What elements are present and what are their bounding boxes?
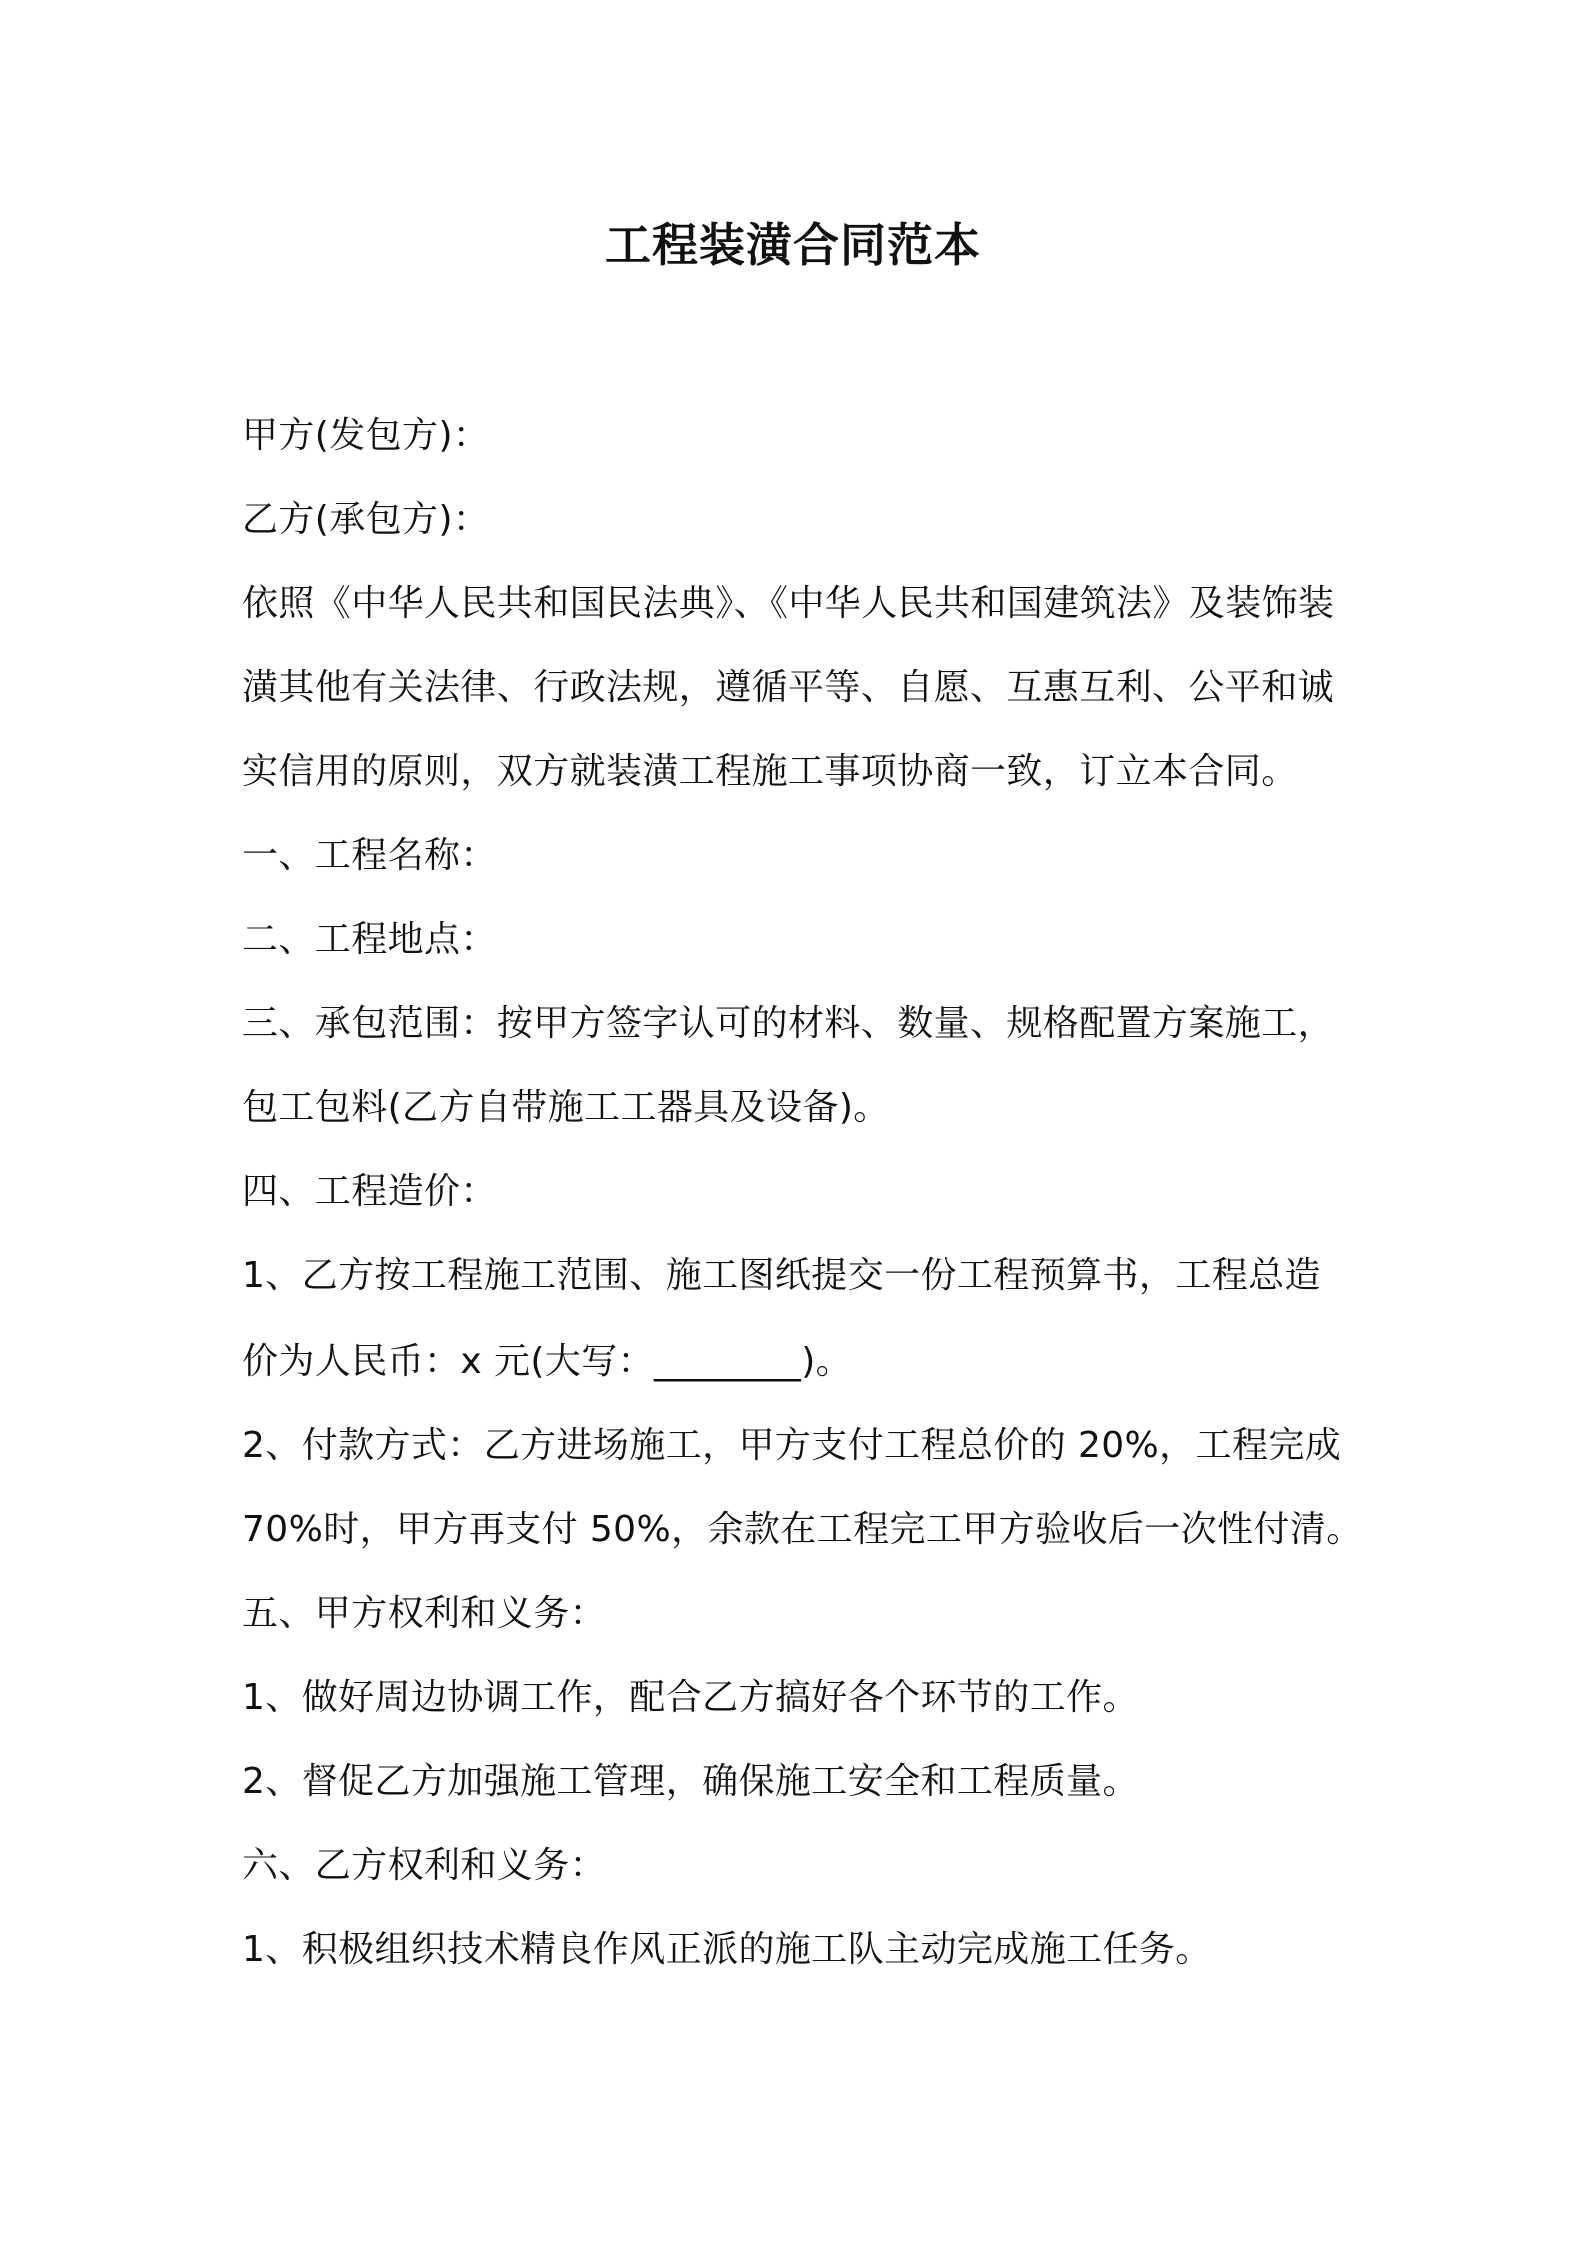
section-5-party-a-rights: 五、甲方权利和义务： (242, 1593, 607, 1634)
section-6-party-b-rights: 六、乙方权利和义务： (242, 1845, 607, 1886)
cost-item-1-line-2: 价为人民币：x 元(大写：________)。 (242, 1341, 853, 1382)
document-title: 工程装潢合同范本 (605, 218, 981, 272)
section-1-project-name: 一、工程名称： (242, 835, 497, 876)
preamble-line-2: 潢其他有关法律、行政法规，遵循平等、自愿、互惠互利、公平和诚 (242, 667, 1335, 708)
section-4-project-cost: 四、工程造价： (242, 1171, 497, 1212)
preamble-line-3: 实信用的原则，双方就装潢工程施工事项协商一致，订立本合同。 (242, 751, 1298, 792)
section-3-scope-line-2: 包工包料(乙方自带施工工器具及设备)。 (242, 1087, 890, 1128)
party-b-duty-1: 1、积极组织技术精良作风正派的施工队主动完成施工任务。 (242, 1929, 1212, 1970)
section-2-project-location: 二、工程地点： (242, 919, 497, 960)
party-a-duty-2: 2、督促乙方加强施工管理，确保施工安全和工程质量。 (242, 1761, 1139, 1802)
section-3-scope-line-1: 三、承包范围：按甲方签字认可的材料、数量、规格配置方案施工， (242, 1003, 1335, 1044)
party-b-line: 乙方(承包方)： (242, 499, 490, 540)
party-a-line: 甲方(发包方)： (242, 415, 490, 456)
preamble-line-1: 依照《中华人民共和国民法典》、《中华人民共和国建筑法》及装饰装 (242, 583, 1335, 624)
cost-item-2-line-1: 2、付款方式：乙方进场施工，甲方支付工程总价的 20%，工程完成 (242, 1425, 1342, 1466)
cost-item-2-line-2: 70%时，甲方再支付 50%，余款在工程完工甲方验收后一次性付清。 (242, 1509, 1363, 1550)
cost-item-1-line-1: 1、乙方按工程施工范围、施工图纸提交一份工程预算书，工程总造 (242, 1255, 1321, 1296)
party-a-duty-1: 1、做好周边协调工作，配合乙方搞好各个环节的工作。 (242, 1677, 1139, 1718)
